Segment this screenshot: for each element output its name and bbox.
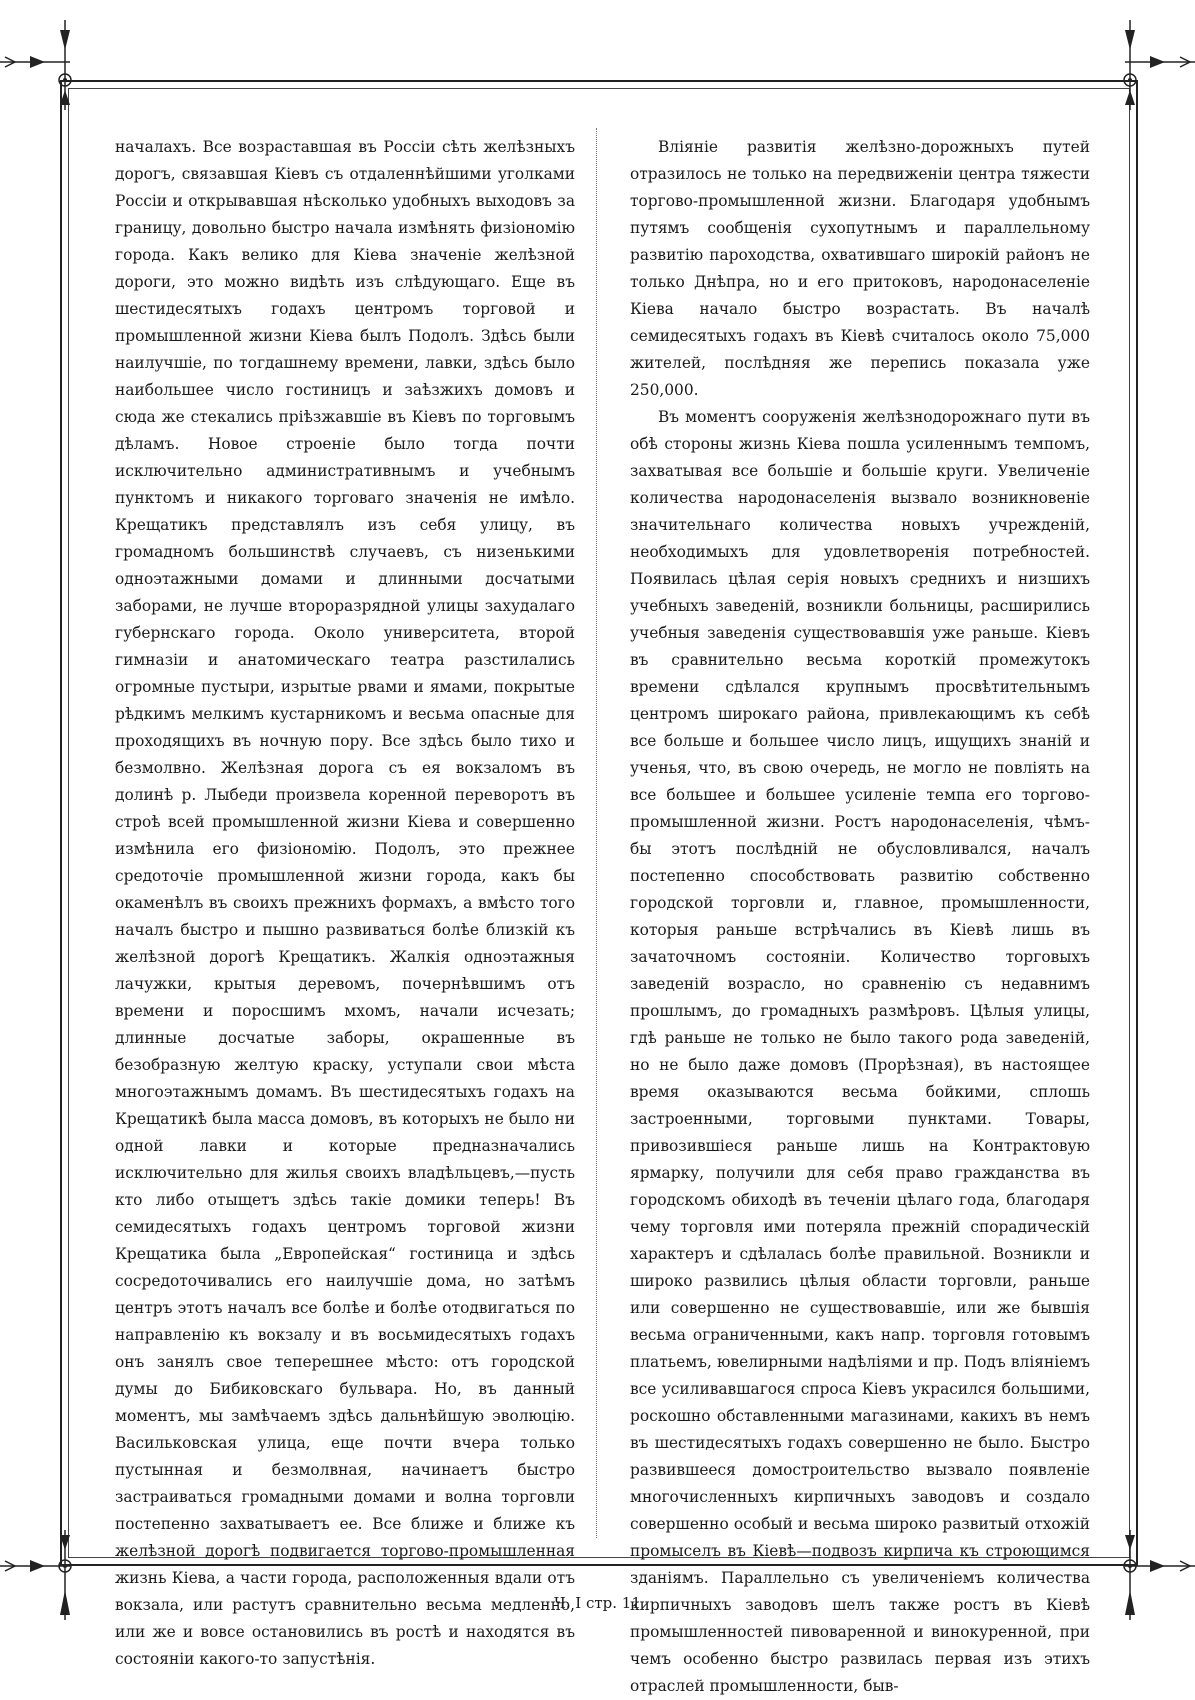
- paragraph: Въ моментъ сооруженія желѣзнодорожнаго пути въ обѣ стороны жизнь Кіева пошла усиленнымъ темпомъ, захватывая все большіе и большіе круги. Увеличеніе количества народонаселенія вызвало возникновеніе значительнаго количества новыхъ учрежденій, необходимыхъ для удовлетворенія потребностей. Появилась цѣлая серія новыхъ среднихъ и низшихъ учебныхъ заведеній, возникли больницы, расширились учебныя заведенія существовавшія уже раньше. Кіевъ въ сравнительно весьма короткій промежутокъ времени сдѣлался крупнымъ просвѣтительнымъ центромъ широкаго района, привлекающимъ къ себѣ все больше и большее число лицъ, ищущихъ знаній и ученья, что, въ свою очередь, не могло не повліять на все большее и большее усиленіе темпа его торгово-промышленной жизни. Ростъ народонаселенія, чѣмъ-бы этотъ послѣдній не обусловливался, началъ постепенно способствовать развитію собственно городской торговли и, главное, промышленности, которыя раньше встрѣчались въ Кіевѣ лишь въ зачаточномъ состояніи. Количество торговыхъ заведеній возрасло, но сравненію съ недавнимъ прошлымъ, до громадныхъ размѣровъ. Цѣлыя улицы, гдѣ раньше не только не было такого рода заведеній, но не было даже домовъ (Прорѣзная), въ настоящее время оказываются весьма бойкими, сплошь застроенными, торговыми пунктами. Товары, привозившіеся раньше лишь на Контрактовую ярмарку, получили для себя право гражданства въ городскомъ обиходѣ въ теченіи цѣлаго года, благодаря чему торговля ими потеряла прежній спорадическій характеръ и сдѣлалась болѣе правильной. Возникли и широко развились цѣлыя области торговли, раньше или совершенно не существовавшіе, или же бывшія весьма ограниченными, какъ напр. торговля готовымъ платьемъ, ювелирными надѣліями и пр. Подъ вліяніемъ все усиливавшагося спроса Кіевъ украсился большими, роскошно обставленными магазинами, какихъ въ немъ въ шестидесятыхъ годахъ совершенно не было. Быстро развившееся домостроительство вызвало появленіе многочисленныхъ кирпичныхъ заводовъ и создало совершенно особый и весьма широко развитый отхожій промыселъ въ Кіевѣ—подвозъ кирпича къ строющимся зданіямъ. Параллельно съ увеличеніемъ количества кирпичныхъ заводовъ шелъ также ростъ въ Кіевѣ промышленностей пивоваренной и винокуренной, при чемъ особенно быстро развилась первая изъ этихъ отраслей промышленности, быв-: [630, 408, 1090, 1695]
- paragraph: началахъ. Все возраставшая въ Россіи сѣть желѣзныхъ дорогъ, связавшая Кіевъ съ отдаленнѣйшими уголками Россіи и открывавшая нѣсколько удобныхъ выходовъ за границу, довольно быстро начала измѣнять физіономію города. Какъ велико для Кіева значеніе желѣзной дороги, это можно видѣть изъ слѣдующаго. Еще въ шестидесятыхъ годахъ центромъ торговой и промышленной жизни Кіева былъ Подолъ. Здѣсь были наилучшіе, по тогдашнему времени, лавки, здѣсь было наибольшее число гостиницъ и заѣзжихъ домовъ и сюда же стекались пріѣзжавшіе въ Кіевъ по торговымъ дѣламъ. Новое строеніе было тогда почти исключительно административнымъ и учебнымъ пунктомъ и никакого торговаго значенія не имѣло. Крещатикъ представлялъ изъ себя улицу, въ громадномъ большинствѣ случаевъ, съ низенькими одноэтажными домами и длинными досчатыми заборами, не лучше второразрядной улицы захудалаго губернскаго города. Около университета, второй гимназіи и анатомическаго театра разстилались огромные пустыри, изрытые рвами и ямами, покрытые рѣдкимъ мелкимъ кустарникомъ и весьма опасные для проходящихъ въ ночную пору. Все здѣсь было тихо и безмолвно. Желѣзная дорога съ ея вокзаломъ въ долинѣ р. Лыбеди произвела коренной переворотъ въ строѣ всей промышленной жизни Кіева и совершенно измѣнила его физіономію. Подолъ, это прежнее средоточіе промышленной жизни города, какъ бы окаменѣлъ въ своихъ прежнихъ формахъ, а вмѣсто того началъ быстро и пышно развиваться болѣе близкій къ желѣзной дорогѣ Крещатикъ. Жалкія одноэтажныя лачужки, крытыя деревомъ, почернѣвшимъ отъ времени и поросшимъ мхомъ, начали исчезать; длинные досчатые заборы, окрашенные въ безобразную желтую краску, уступали свои мѣста многоэтажнымъ домамъ. Въ шестидесятыхъ годахъ на Крещатикѣ была масса домовъ, въ которыхъ не было ни одной лавки и которые предназначались исключительно для жилья своихъ владѣльцевъ,—пусть кто либо отыщетъ здѣсь такіе домики теперь! Въ семидесятыхъ годахъ центромъ торговой жизни Крещатика была „Европейская“ гостиница и здѣсь сосредоточивались его наилучшіе дома, но затѣмъ центръ этотъ началъ все болѣе и болѣе отодвигаться по направленію къ вокзалу и въ восьмидесятыхъ годахъ онъ занялъ свое теперешнее мѣсто: отъ городской думы до Бибиковскаго бульвара. Но, въ данный моментъ, мы замѣчаемъ здѣсь дальнѣйшую эволюцію. Васильковская улица, еще почти вчера только пустынная и безмолвная, начинаетъ быстро застраиваться громадными домами и волна торговли постепенно захватываетъ ее. Все ближе и ближе къ желѣзной дорогѣ подвигается торгово-промышленная жизнь Кіева, а части города, расположенныя вдали отъ вокзала, или растутъ сравнительно весьма медленно, или же и вовсе остановились въ ростѣ и находятся въ состояніи какого-то запустѣнія.: [115, 138, 575, 1668]
- arrow-top-right: [1125, 52, 1195, 72]
- arrow-top-left: [0, 52, 70, 72]
- column-divider: [596, 128, 598, 1538]
- right-column: [630, 134, 1090, 1700]
- left-column: [115, 134, 575, 1673]
- arrow-bottom-left: [0, 1556, 70, 1576]
- page-number: Ч. I стр. 11: [554, 1594, 641, 1612]
- arrow-bottom-right: [1125, 1556, 1195, 1576]
- paragraph: Вліяніе развитія желѣзно-дорожныхъ путей отразилось не только на передвиженіи центра тяжести торгово-промышленной жизни. Благодаря удобнымъ путямъ сообщенія сухопутнымъ и параллельному развитію пароходства, охватившаго широкій районъ не только Днѣпра, но и его притоковъ, народонаселеніе Кіева начало быстро возрастать. Въ началѣ семидесятыхъ годахъ въ Кіевѣ считалось около 75,000 жителей, послѣдняя же перепись показала уже 250,000.: [630, 138, 1090, 399]
